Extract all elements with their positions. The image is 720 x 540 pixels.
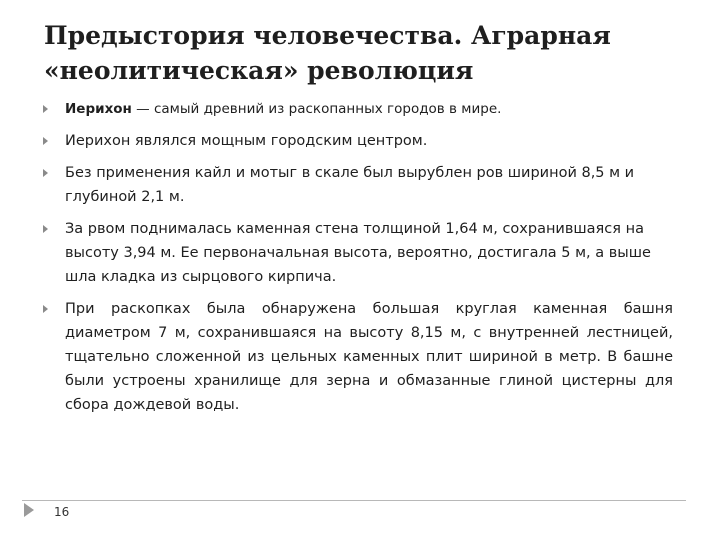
bullet-text: За рвом поднималась каменная стена толщиной 1,64 м, сохранившаяся на высоту 3,94 м. Ее первоначальная высота, вероятно, достигала 5 м, а выше шла кладка из сырцового кирпича. xyxy=(65,221,651,285)
title-line-2: «неолитическая» революция xyxy=(44,56,474,85)
bullet-text: При раскопках была обнаружена большая круглая каменная башня диаметром 7 м, сохранившаяся на высоту 8,15 м, с внутренней лестницей, тщательно сложенной из цельных каменных плит шириной в метр. В башне были устроены хранилище для зерна и обмазанные глиной цистерны для сбора дождевой воды. xyxy=(65,301,673,413)
bullet-item-3 xyxy=(40,161,673,209)
page-number: 16 xyxy=(54,505,70,519)
bullet-text: — самый древний из раскопанных городов в мире. xyxy=(131,101,502,117)
bullet-item-4 xyxy=(40,217,673,289)
bullet-strong-text: Иерихон xyxy=(65,101,132,117)
bullet-item-5 xyxy=(40,297,673,417)
slide-title xyxy=(44,18,684,88)
bullet-item-1 xyxy=(40,97,673,121)
bullet-arrow-icon xyxy=(43,305,48,313)
bullet-item-2 xyxy=(40,129,673,153)
footer-divider xyxy=(22,500,686,501)
bullet-arrow-icon xyxy=(43,137,48,145)
bullet-arrow-icon xyxy=(43,169,48,177)
bullet-text: Иерихон являлся мощным городским центром. xyxy=(65,133,428,149)
bullet-arrow-icon xyxy=(43,105,48,113)
bullet-text: Без применения кайл и мотыг в скале был вырублен ров шириной 8,5 м и глубиной 2,1 м. xyxy=(65,165,635,205)
title-line-1: Предыстория человечества. Аграрная xyxy=(44,21,611,50)
bullet-list xyxy=(40,97,673,425)
footer-triangle-icon xyxy=(24,503,34,517)
bullet-arrow-icon xyxy=(43,225,48,233)
